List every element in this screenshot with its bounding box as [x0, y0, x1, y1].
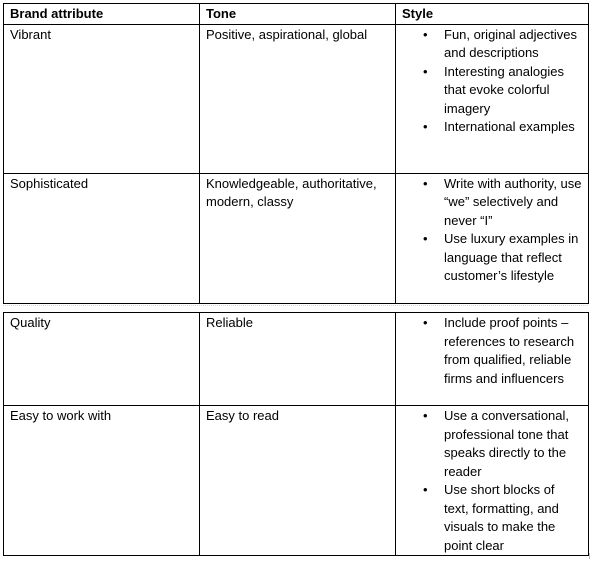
- style-bullet: • Use a conversational, professional tone that speaks directly to the reader: [444, 407, 582, 481]
- style-bullet: • International examples: [444, 118, 582, 137]
- attribute-cell: Sophisticated: [4, 173, 200, 303]
- header-row: [4, 4, 589, 25]
- style-bullet: • Write with authority, use “we” selectively and never “I”: [444, 175, 582, 231]
- style-bullet: • Use luxury examples in language that reflect customer’s lifestyle: [444, 230, 582, 286]
- style-list: [402, 314, 582, 388]
- table-separator: [3, 305, 588, 307]
- attribute-cell: Vibrant: [4, 24, 200, 173]
- header-brand-attribute: Brand attribute: [4, 4, 200, 25]
- attribute-cell: Easy to work with: [4, 406, 200, 556]
- brand-attributes-table-bottom: [3, 312, 589, 556]
- tone-cell: Positive, aspirational, global: [200, 24, 396, 173]
- style-cell: [396, 313, 589, 406]
- table-row: [4, 406, 589, 556]
- style-bullet: • Fun, original adjectives and descriptions: [444, 26, 582, 63]
- style-list: [402, 407, 582, 555]
- page-corner-mark: [589, 553, 593, 559]
- style-list: [402, 26, 582, 137]
- style-bullet: • Use short blocks of text, formatting, and visuals to make the point clear: [444, 481, 582, 555]
- tone-cell: Knowledgeable, authoritative, modern, classy: [200, 173, 396, 303]
- brand-attributes-table-top: [3, 3, 589, 304]
- table-row: [4, 173, 589, 303]
- tone-cell: Easy to read: [200, 406, 396, 556]
- table-row: [4, 313, 589, 406]
- tone-cell: Reliable: [200, 313, 396, 406]
- style-cell: [396, 173, 589, 303]
- attribute-cell: Quality: [4, 313, 200, 406]
- header-style: Style: [396, 4, 589, 25]
- style-cell: [396, 24, 589, 173]
- table-row: [4, 24, 589, 173]
- header-tone: Tone: [200, 4, 396, 25]
- style-cell: [396, 406, 589, 556]
- style-list: [402, 175, 582, 286]
- style-bullet: • Interesting analogies that evoke colorful imagery: [444, 63, 582, 119]
- style-bullet: • Include proof points – references to research from qualified, reliable firms and influencers: [444, 314, 582, 388]
